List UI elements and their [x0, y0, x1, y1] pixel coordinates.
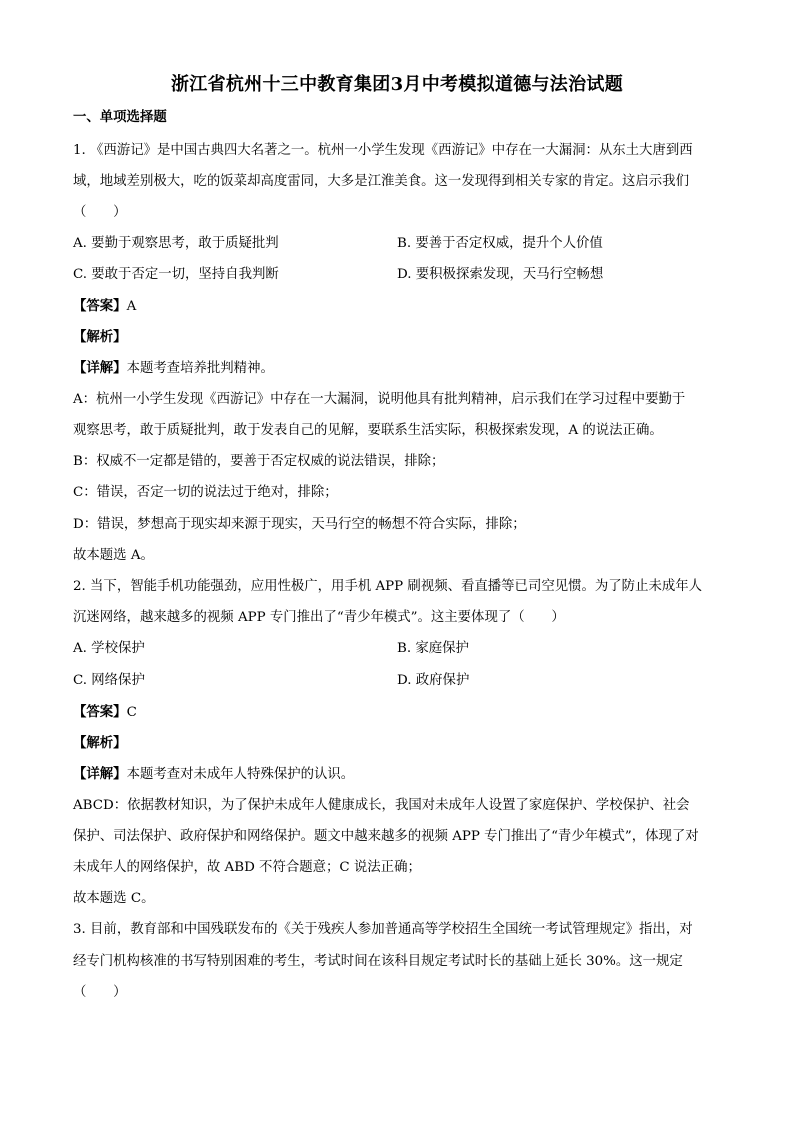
q1-detail — [73, 359, 723, 378]
q2-detail-text: 本题考查对未成年人特殊保护的认识。 — [126, 767, 355, 782]
q1-answer — [73, 297, 723, 316]
q2-explanation-line-3: 未成年人的网络保护，故 ABD 不符合题意；C 说法正确； — [73, 860, 421, 875]
q3-stem-line-3: （ ） — [73, 985, 127, 1000]
q2-stem-line-1: 2. 当下，智能手机功能强劲，应用性极广，用手机 APP 刷视频、看直播等已司空见惯。为了防止未成年人 — [73, 579, 703, 594]
q2-answer — [73, 703, 723, 722]
q2-answer-value: C — [126, 705, 137, 720]
q1-stem-line-3: （ ） — [73, 205, 127, 220]
q1-detail-label: 【详解】 — [73, 360, 127, 376]
q2-explanation-line-2: 保护、司法保护、政府保护和网络保护。题文中越来越多的视频 APP 专门推出了“青少年模式”，体现了对 — [73, 829, 699, 844]
q1-explanation-b: B：权威不一定都是错的，要善于否定权威的说法错误，排除； — [73, 454, 445, 469]
q2-explanation-line-1: ABCD：依据教材知识，为了保护未成年人健康成长，我国对未成年人设置了家庭保护、学校保护、社会 — [73, 798, 690, 813]
q2-option-a: A. 学校保护 — [73, 641, 145, 656]
q1-answer-label: 【答案】 — [73, 298, 127, 314]
q1-explanation-a-line-1: A：杭州一小学生发现《西游记》中存在一大漏洞，说明他具有批判精神，启示我们在学习过程中要勤于 — [73, 392, 686, 407]
q1-option-c: C. 要敢于否定一切，坚持自我判断 — [73, 267, 279, 282]
document-title: 浙江省杭州十三中教育集团3月中考模拟道德与法治试题 — [170, 74, 624, 95]
q2-stem-line-2: 沉迷网络，越来越多的视频 APP 专门推出了“青少年模式”。这主要体现了（ ） — [73, 610, 565, 625]
q2-detail — [73, 765, 723, 784]
q3-stem-line-2: 经专门机构核准的书写特别困难的考生，考试时间在该科目规定考试时长的基础上延长 30%。这一规定 — [73, 954, 683, 969]
q1-explanation-d: D：错误，梦想高于现实却来源于现实，天马行空的畅想不符合实际，排除； — [73, 517, 526, 532]
q1-answer-value: A — [126, 299, 137, 314]
q1-detail-text: 本题考查培养批判精神。 — [126, 361, 274, 376]
q1-stem-line-1: 1. 《西游记》是中国古典四大名著之一。杭州一小学生发现《西游记》中存在一大漏洞：从东土大唐到西 — [73, 143, 693, 158]
q3-stem-line-1: 3. 目前，教育部和中国残联发布的《关于残疾人参加普通高等学校招生全国统一考试管理规定》指出，对 — [73, 922, 693, 937]
q1-option-b: B. 要善于否定权威，提升个人价值 — [397, 236, 603, 251]
q2-option-c: C. 网络保护 — [73, 673, 145, 688]
q1-explanation-a-line-2: 观察思考，敢于质疑批判，敢于发表自己的见解，要联系生活实际，积极探索发现，A 的说法正确。 — [73, 423, 663, 438]
q2-analysis-label: 【解析】 — [73, 735, 127, 751]
q2-option-b: B. 家庭保护 — [397, 641, 469, 656]
q2-option-d: D. 政府保护 — [397, 673, 470, 688]
q1-analysis-label: 【解析】 — [73, 329, 127, 345]
section-heading-single-choice: 一、单项选择题 — [73, 109, 167, 125]
q1-stem-line-2: 域，地域差别极大，吃的饭菜却高度雷同，大多是江淮美食。这一发现得到相关专家的肯定。这启示我们 — [73, 174, 689, 189]
q1-option-a: A. 要勤于观察思考，敢于质疑批判 — [73, 236, 279, 251]
q2-detail-label: 【详解】 — [73, 766, 127, 782]
q2-conclusion: 故本题选 C。 — [73, 891, 155, 906]
q2-answer-label: 【答案】 — [73, 704, 127, 720]
q1-option-d: D. 要积极探索发现，天马行空畅想 — [397, 267, 604, 282]
q1-explanation-c: C：错误，否定一切的说法过于绝对，排除； — [73, 485, 338, 500]
q1-conclusion: 故本题选 A。 — [73, 548, 154, 563]
